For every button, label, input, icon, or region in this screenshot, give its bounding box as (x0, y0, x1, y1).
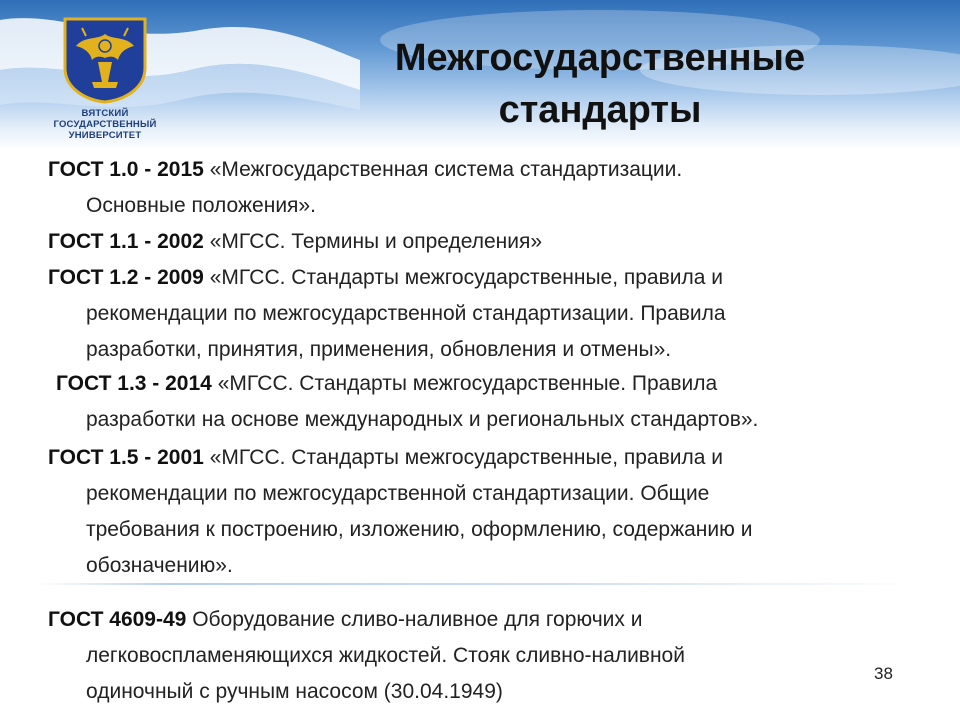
standard-text: обозначению». (86, 554, 233, 577)
standard-text: «Межгосударственная система стандартизации. (209, 158, 683, 181)
standard-line (48, 440, 888, 476)
university-name (40, 108, 170, 141)
standard-code: ГОСТ 1.2 - 2009 (48, 266, 204, 289)
standard-line (48, 602, 888, 638)
standard-line (48, 260, 888, 296)
standard-item (48, 152, 888, 224)
standard-item (48, 260, 888, 368)
standard-code: ГОСТ 1.3 - 2014 (56, 372, 212, 395)
standard-text: «МГСС. Стандарты межгосударственные, правила и (209, 266, 723, 289)
standard-text: разработки на основе международных и региональных стандартов». (86, 408, 759, 431)
standard-text: Основные положения». (86, 194, 316, 217)
standard-text: требования к построению, изложению, оформлению, содержанию и (86, 518, 753, 541)
standard-text: разработки, принятия, применения, обновления и отмены». (86, 338, 672, 361)
university-crest-icon (62, 16, 148, 104)
standard-code: ГОСТ 1.1 - 2002 (48, 230, 204, 253)
standard-text: одиночный с ручным насосом (30.04.1949) (86, 680, 503, 703)
standard-item (48, 224, 888, 260)
standard-text: рекомендации по межгосударственной стандартизации. Общие (86, 482, 710, 505)
university-name-line: УНИВЕРСИТЕТ (68, 130, 142, 141)
standard-code: ГОСТ 1.0 - 2015 (48, 158, 204, 181)
slide-title-line: стандарты (498, 89, 702, 131)
standard-line (56, 366, 896, 402)
university-name-line: ВЯТСКИЙ (81, 108, 129, 119)
slide-title (330, 32, 870, 136)
slide-title-line: Межгосударственные (394, 37, 806, 79)
section-divider (38, 583, 918, 585)
standard-text: «МГСС. Стандарты межгосударственные. Правила (217, 372, 718, 395)
standard-text: легковоспламеняющихся жидкостей. Стояк сливно-наливной (86, 644, 685, 667)
standard-item (56, 366, 896, 438)
standard-text: рекомендации по межгосударственной стандартизации. Правила (86, 302, 726, 325)
university-name-line: ГОСУДАРСТВЕННЫЙ (53, 119, 157, 130)
standard-line (48, 224, 888, 260)
standard-code: ГОСТ 1.5 - 2001 (48, 446, 204, 469)
standard-item (48, 440, 888, 584)
standard-item (48, 602, 888, 710)
standard-text: «МГСС. Стандарты межгосударственные, правила и (209, 446, 723, 469)
page-number: 38 (874, 664, 893, 683)
standard-text: Оборудование сливо-наливное для горючих и (192, 608, 643, 631)
standard-text: «МГСС. Термины и определения» (209, 230, 543, 253)
standard-line (48, 152, 888, 188)
standard-code: ГОСТ 4609-49 (48, 608, 187, 631)
